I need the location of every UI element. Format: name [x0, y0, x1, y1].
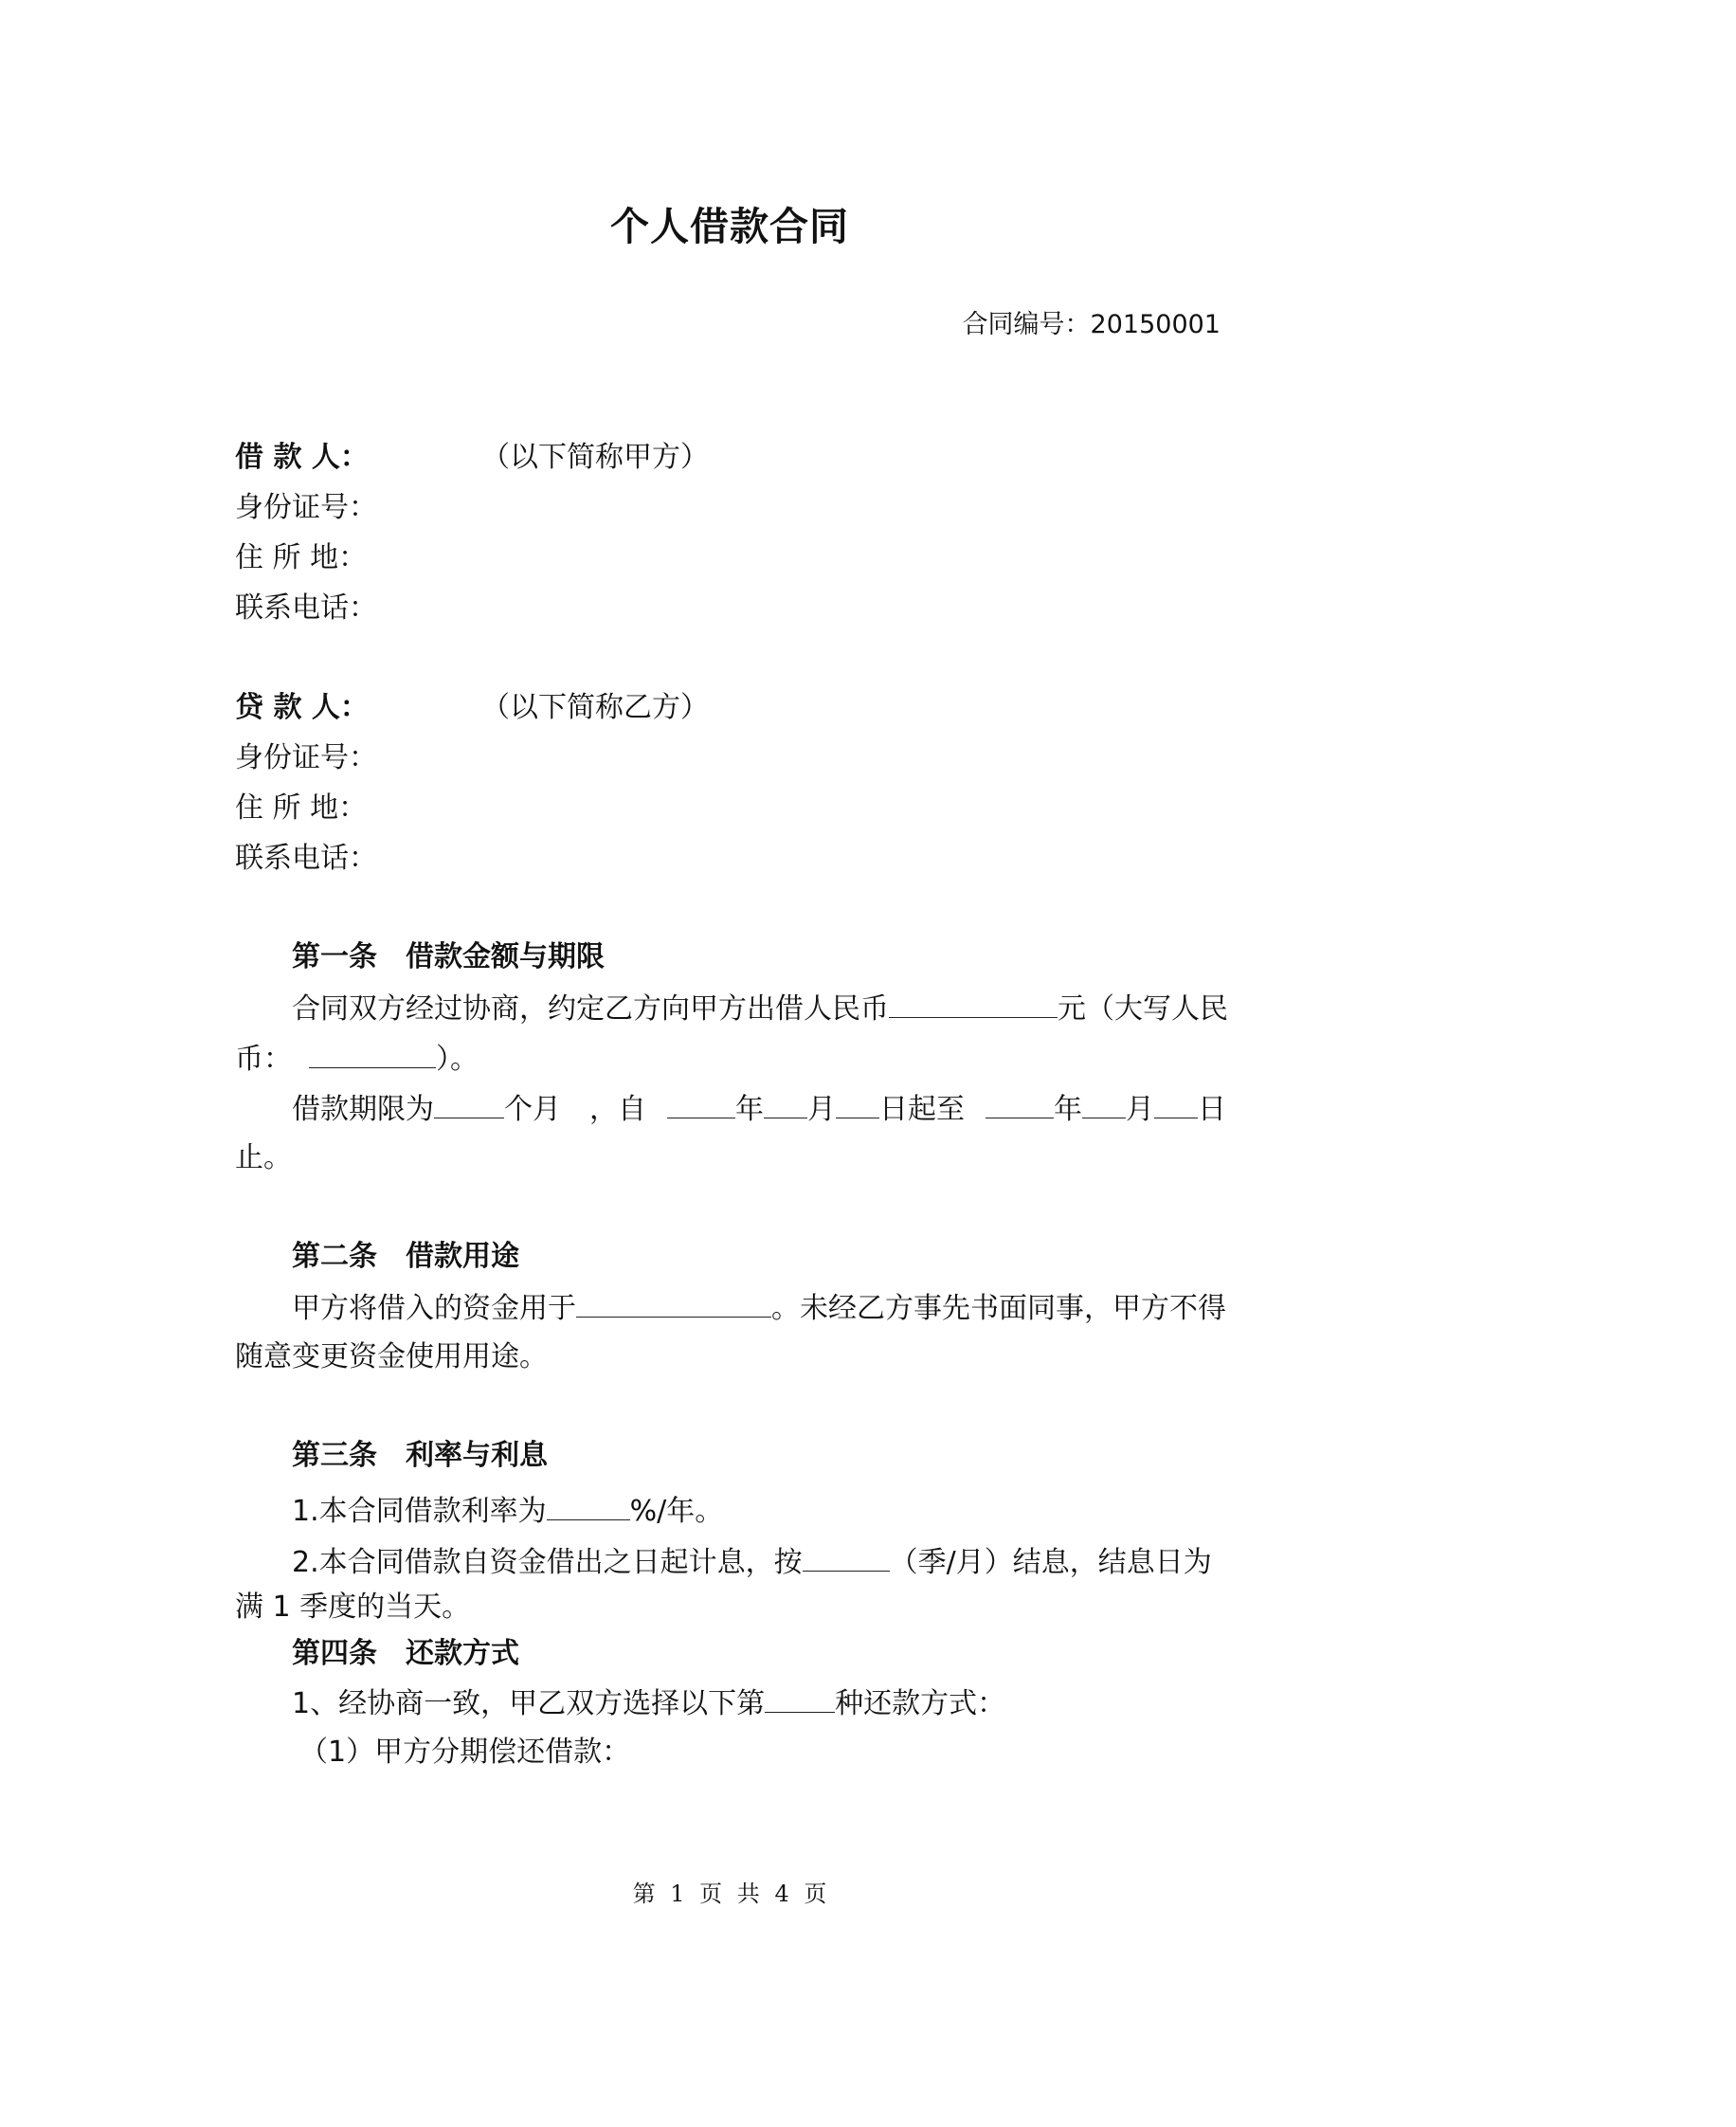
end-year-blank[interactable] [986, 1089, 1054, 1118]
lender-name-note: （以下简称乙方） [481, 691, 709, 724]
start-month-label: 月 [807, 1093, 836, 1126]
article1-term-line [292, 1089, 1226, 1129]
start-day-label: 日起至 [879, 1093, 965, 1126]
borrower-id-label: 身份证号： [235, 491, 377, 524]
article2-text-b: 。未经乙方事先书面同事，甲方不得 [771, 1292, 1226, 1325]
article4-heading: 第四条 还款方式 [292, 1637, 519, 1670]
term-months-blank[interactable] [434, 1089, 504, 1118]
article1-amount-line [292, 989, 1228, 1028]
borrower-phone-label: 联系电话： [235, 591, 377, 625]
contract-number: 合同编号：20150001 [962, 310, 1221, 339]
start-month-blank[interactable] [764, 1089, 807, 1118]
lender-name-label: 贷 款 人： [235, 691, 369, 724]
article3-rate-line [292, 1491, 723, 1531]
start-year-blank[interactable] [667, 1089, 735, 1118]
end-year-label: 年 [1054, 1093, 1082, 1126]
choice-text-b: 种还款方式： [835, 1687, 1006, 1720]
end-day-label: 日 [1198, 1093, 1226, 1126]
interest-text-c: 满 1 季度的当天。 [235, 1591, 471, 1624]
article2-purpose-line [292, 1288, 1226, 1328]
article4-choice-line [292, 1683, 1005, 1723]
interest-period-blank[interactable] [803, 1542, 890, 1572]
term-text-a: 借款期限为 [292, 1093, 434, 1126]
end-month-label: 月 [1126, 1093, 1154, 1126]
article1-amount-text-b: 元（大写人民 [1058, 992, 1228, 1026]
article1-amount-uppercase-line [235, 1039, 479, 1079]
end-day-blank[interactable] [1154, 1089, 1198, 1118]
article2-text-c: 随意变更资金使用用途。 [235, 1340, 548, 1373]
page-footer: 第 1 页 共 4 页 [632, 1881, 827, 1907]
article3-heading: 第三条 利率与利息 [292, 1439, 548, 1472]
purpose-blank[interactable] [576, 1288, 771, 1318]
rate-blank[interactable] [547, 1491, 630, 1520]
article4-option1: （1）甲方分期偿还借款： [299, 1736, 631, 1769]
borrower-name-label: 借 款 人： [235, 441, 369, 474]
rate-text-b: %/年。 [629, 1495, 724, 1528]
document-title: 个人借款合同 [610, 204, 849, 249]
term-text-b: 个月 ，自 [504, 1093, 646, 1126]
rate-text-a: 1.本合同借款利率为 [292, 1495, 547, 1528]
borrower-address-label: 住 所 地： [235, 541, 368, 574]
interest-text-b: （季/月）结息，结息日为 [889, 1546, 1212, 1579]
article1-amount-text-a: 合同双方经过协商，约定乙方向甲方出借人民币 [292, 992, 889, 1026]
interest-text-a: 2.本合同借款自资金借出之日起计息，按 [292, 1546, 803, 1579]
choice-text-a: 1、经协商一致，甲乙双方选择以下第 [292, 1687, 766, 1720]
article2-heading: 第二条 借款用途 [292, 1240, 519, 1273]
amount-uppercase-blank[interactable] [309, 1039, 436, 1068]
start-day-blank[interactable] [836, 1089, 879, 1118]
article1-heading: 第一条 借款金额与期限 [292, 940, 605, 973]
lender-address-label: 住 所 地： [235, 791, 368, 825]
lender-id-label: 身份证号： [235, 741, 377, 774]
article3-interest-line [292, 1542, 1212, 1582]
end-month-blank[interactable] [1082, 1089, 1126, 1118]
repayment-method-blank[interactable] [765, 1683, 835, 1713]
article2-text-a: 甲方将借入的资金用于 [292, 1292, 576, 1325]
start-year-label: 年 [735, 1093, 764, 1126]
term-end: 止。 [235, 1141, 292, 1174]
lender-phone-label: 联系电话： [235, 842, 377, 875]
borrower-name-note: （以下简称甲方） [481, 441, 709, 474]
article1-amount-text-d: ）。 [436, 1043, 479, 1076]
article1-amount-text-c: 币： [235, 1043, 292, 1076]
amount-blank[interactable] [889, 989, 1058, 1018]
